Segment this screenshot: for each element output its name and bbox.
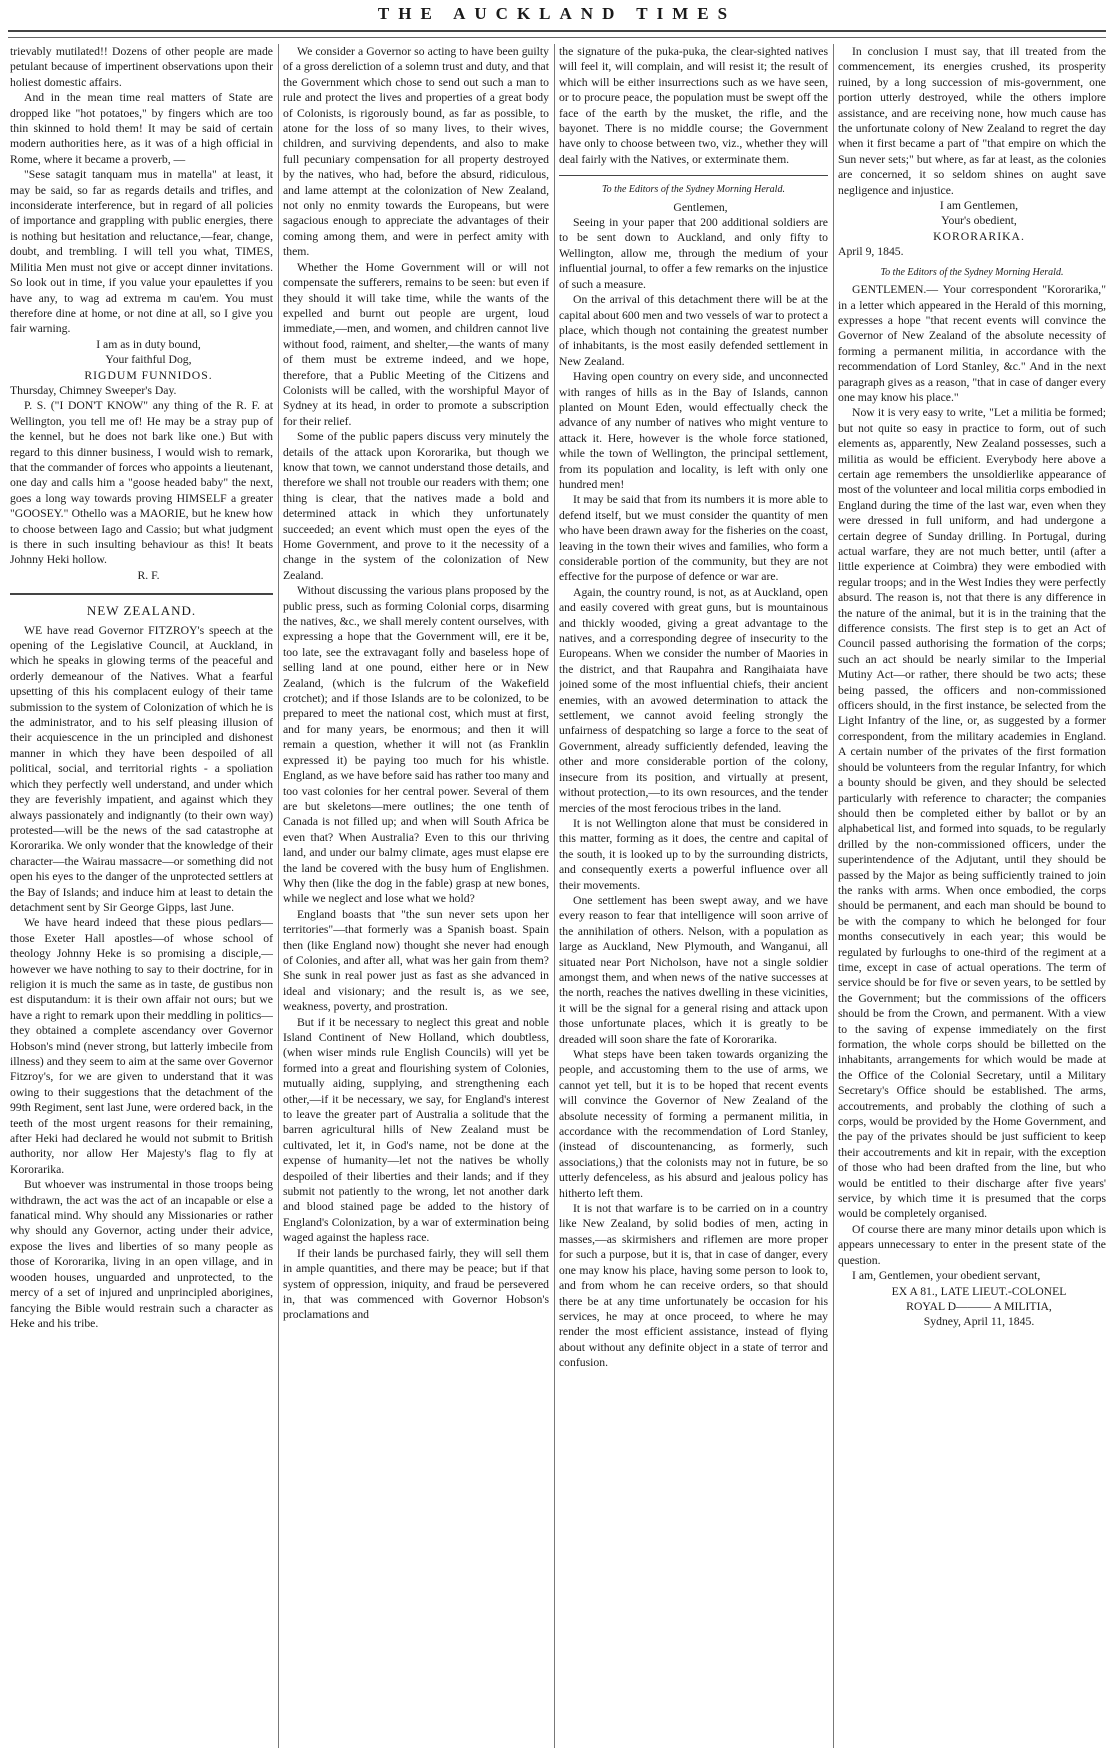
postscript: P. S. ("I DON'T KNOW" any thing of the R. F. at Wellington, you tell me of! He may be a stray pup of the kennel, but he does not bark like one.) But with regard to this dinner business, I would wish to remark, that the commander of forces who appoints a lieutenant, one day and calls him a "goose headed baby" the next, goes a long way towards proving HIMSELF a greater "GOOSEY." Othello was a MAORIE, but he knew how to choose between Iago and Cassio; but what judgment is there in such insulting behaviour as this! It beats Johnny Heki hollow.: [10, 399, 273, 567]
signature: ROYAL D——— A MILITIA,: [906, 1299, 1052, 1313]
paragraph: It is not that warfare is to be carried on in a country like New Zealand, by solid bodies of men, acting in masses,—as skirmishers and riflemen are more proper for such a purpose, but it is, that in case of danger, every one may know his place, having some person to look to, and from whom he can receive orders, so that should there be at any time unfortunately be occasion for his services, he may at once proceed, to where he may render the most efficient assistance, instead of flying about without any definite object in a state of terror and confusion.: [559, 1202, 828, 1370]
paragraph: In conclusion I must say, that ill treated from the commencement, its energies crushed, its prosperity ruined, by a long succession of mis-government, one portion utterly destroyed, while the others implore assistance, and are receiving none, how much cause has the unfortunate colony of New Zealand to regret the day when it first became a part of "that empire on which the Sun never sets;" but where, as far at least, as the colonies are concerned, it so seldom shines on aught save negligence and injustice.: [838, 45, 1106, 197]
paragraph: "Sese satagit tanquam mus in matella" at least, it may be said, so far as regards details and trifles, and inconsiderate interference, but in regard of all policies of importance and grappling with public energies, there is nothing but hesitation and reluctance,—fear, change, doubt, and trembling. I will tell you what, TIMES, Militia Men must not give or accept dinner invitations. So look out in time, if you value your epaulettes if you have any, to wag ad extrema m cau'em. You must therefore dine at home, or not dine at all, so I give you fair warning.: [10, 168, 273, 336]
paragraph: WE have read Governor FITZROY's speech at the opening of the Legislative Council, at Auckland, in which he speaks in glowing terms of the peaceful and orderly demeanour of the Natives. What a fearful upsetting of this his complacent eulogy of their tame submission to the system of Colonization of which he is the administrator, and to his self pleasing illusion of their acquiescence in the un principled and dishonest manner in which they have been despoiled of all political, social, and territorial rights - a spoliation which they perfectly well understand, and under which they are feverishly impatient, and against which they always passionately and indignantly (to their own way) protested—will be the news of the sad catastrophe at Kororarika. We only wonder that the knowledge of their character—the Wairau massacre—or something did not open his eyes to the danger of the unprotected settlers at the Bay of Islands; and induce him at least to detain the detachment sent by Sir George Gipps, last June.: [10, 623, 273, 914]
column-rule: [833, 44, 834, 1748]
paragraph: Without discussing the various plans proposed by the public press, such as forming Colonial corps, disarming the natives, &c., we shall merely content ourselves, with expressing a hope that the Government will, ere it be, too late, see the extravagant folly and baseless hope of selling land at one pound, either here or in New Zealand, (which is the fulcrum of the Wakefield crotchet); and if those Islands are to be colonized, to be prepared to meet the national cost, which must at first, and for many years, be enormous; and then it will remain a question, whether it will not (as Franklin expressed it) be paying too much for his whistle. England, as we have before said has rather too many and too vast colonies for her central power. Several of them are but skeletons—mere outlines; the one tenth of Canada is not filled up; and when will South Africa be even that? When Australia? Even to this our thriving land, and under our balmy climate, ages must elapse ere the land be covered with the busy hum of Englishmen. Why then (like the dog in the fable) grasp at new bones, while we neglect and lose what we hold?: [283, 584, 549, 906]
closing-line: Your's obedient,: [941, 214, 1017, 228]
column-4: [838, 44, 1106, 1748]
column-rule: [278, 44, 279, 1748]
section-heading: NEW ZEALAND.: [86, 603, 197, 619]
column-2: [283, 44, 549, 1748]
letter-heading: To the Editors of the Sydney Morning Herald.: [880, 266, 1064, 278]
signature: RIGDUM FUNNIDOS.: [84, 368, 213, 382]
section-divider: [559, 175, 828, 176]
paragraph: It is not Wellington alone that must be considered in this matter, forming as it does, the centre and capital of the south, it is looked up to by the surrounding districts, and consequently exerts a powerful influence over all their movements.: [559, 816, 828, 892]
paragraph: Having open country on every side, and unconnected with ranges of hills as in the Bay of Islands, cannon planted on Mount Eden, would effectually check the advance of any number of natives who might venture to attack it. Here, however is the whole force stationed, while the town of Wellington, the principal settlement, from its population and locality, is left with only one hundred men!: [559, 370, 828, 491]
paragraph: Some of the public papers discuss very minutely the details of the attack upon Kororarika, but though we know that town, we cannot understand those details, and therefore we shall not trouble our readers with them; one thing is clear, that the natives made a bold and determined attack in which they unfortunately succeeded; an event which must open the eyes of the Home Government, and prove to it the necessity of a change in the system of the colonization of New Zealand.: [283, 430, 549, 582]
paragraph: We have heard indeed that these pious pedlars—those Exeter Hall apostles—of whose school of theology Johnny Heke is so promising a disciple,—however we have nothing to say to their doctrine, for in religion it is much the same as in taste, de gustibus non est disputandum: it is their own affair not ours; but we have a right to remark upon their meddling in politics—they obtained a complete ascendancy over Governor Hobson's mind (never strong, but latterly imbecile from illness) and they seem to aim at the same over Governor Fitzroy's, for we are given to understand that it was owing to their suggestions that the detachment of the 99th Regiment, sent last June, were ordered back, in the teeth of the most urgent reasons for their remaining, after Heki had declared he would not submit to British authority, nor allow Her Majesty's flag to fly at Kororarika.: [10, 916, 273, 1176]
closing-line: Your faithful Dog,: [105, 353, 192, 367]
paragraph: We consider a Governor so acting to have been guilty of a gross dereliction of a solemn trust and duty, and that the Government which chose to send out such a man to rule and protect the lives and properties of a great body of Colonists, is rigorously bound, as far as possible, to atone for the loss of so many lives, to their wives, children, and surviving dependents, and also to make full pecuniary compensation for all property destroyed by the natives, who had, before the absurd, ridiculous, and lame attempt at the colonization of New Zealand, not only no enmity towards the Europeans, but were sagacious enough to appreciate the advantages of their coming among them, and were in perfect amity with them.: [283, 45, 549, 259]
closing-line: I am Gentlemen,: [939, 199, 1019, 213]
signature: EX A 81., LATE LIEUT.-COLONEL: [891, 1284, 1067, 1298]
closing-line: I am as in duty bound,: [96, 337, 201, 351]
newspaper-title: THE AUCKLAND TIMES: [377, 4, 737, 23]
paragraph: But if it be necessary to neglect this great and noble Island Continent of New Holland, which doubtless, (when wiser minds rule English Councils) will yet be formed into a great and flourishing system of Colonies, mutually aiding, supplying, and strengthening each other,—if it be necessary, we say, for England's interest to leave the greater part of Australia a solitude that the barren agricultural hills of New Zealand must be cultivated, let it, in God's name, not be done at the expense of humanity—let not the natives be wholly despoiled of their liberties and their lands; and if they submit not patiently to the wrong, let not another dark and blood stained page be added to the history of England's Colonization, by a war of extermination being waged against the hapless race.: [283, 1015, 549, 1245]
dateline: Thursday, Chimney Sweeper's Day.: [10, 383, 177, 397]
paragraph: Now it is very easy to write, "Let a militia be formed; but not quite so easy in practice to form, out of such elements as, apparently, New Zealand possesses, such a militia as would be efficient. Everybody here above a certain age remembers the unsoldierlike appearance of most of the volunteer and local militia corps embodied in England during the time of the last war, even when they were dressed in full uniform, and had undergone a certain degree of Sunday drilling. In Portugal, during actual warfare, they are not much better, until (after a little experience at Coimbra) they were embodied with regular troops; and in the West Indies they were perfectly absurd. The reason is, not that there is any difference in the nature of the animal, but it is in the training that the difference consists. The first step is to get an Act of Council passed authorising the formation of the corps; such an act should be nearly similar to the Imperial Mutiny Act—or rather, there should be two acts; these being passed, the officers and non-commissioned officers should, in the first instance, be selected from the Light Infantry of the line, or, as suggested by a former correspondent, from the military academies in England. A certain number of the privates of the first formation should be volunteers from the regular Infantry, for which a bounty should be given, and they should be selected particularly with reference to character; the companies should then be completed either by ballot or by an alphabetical list, and formed into squads, to be regularly drilled by the non-commissioned officers, under the superintendence of the Adjutant, until they should be passed by the Major as being sufficiently trained to join the ranks with arms. When once embodied, the corps should be permanent, and each man should be bound to be with the company to which he belonged for four months consecutively in each year; this would be regulated by furloughs to one-third of the regiment at a time, except in case of actual operations. The term of service should be for five or seven years, to be settled by the Government; but the commissions of the officers should be from the Crown, and permanent. With a view to the saving of expense immediately on the first formation, the whole corps should be billetted on the inhabitants, arrangements for which would be made at the Office of the Colonial Secretary, until a Military Secretary's Office should be established. The arms, accoutrements, and probably the clothing of such a corps, would be provided by the Home Government, and the pay of the privates should be just sufficient to keep their accoutrements and kit in repair, with the exception of those who had been drafted from the line, but who would be entitled to their discharge after five years' service, by which time it is presumed that the corps would be completely organised.: [838, 406, 1106, 1221]
masthead: [0, 0, 1114, 44]
paragraph: If their lands be purchased fairly, they will sell them in ample quantities, and there may be peace; but if that system of oppression, iniquity, and fraud be persevered in, that was commenced with Governor Hobson's proclamations and: [283, 1246, 549, 1322]
column-1: [10, 44, 273, 1748]
paragraph: trievably mutilated!! Dozens of other people are made petulant because of impertinent observations upon their holiest domestic affairs.: [10, 45, 273, 89]
paragraph: GENTLEMEN.— Your correspondent "Kororarika," in a letter which appeared in the Herald of this morning, expresses a hope "that recent events will convince the Governor of New Zealand of the absolute necessity of forming a permanent militia, in accordance with the recommendation of Lord Stanley, &c." And in the next paragraph gives as a reason, "that in case of danger every one may know his place.": [838, 283, 1106, 404]
paragraph: England boasts that "the sun never sets upon her territories"—that formerly was a Spanish boast. Spain then (like England now) thought she never had enough of Colonies, and after all, what was her gain from them? She sunk in real power just as fast as she advanced in ideal and visionary; and the result is, as we see, weakness, poverty, and prostration.: [283, 907, 549, 1014]
letter-heading: To the Editors of the Sydney Morning Herald.: [602, 184, 785, 196]
paragraph: And in the mean time real matters of State are dropped like "hot potatoes," by fingers which are too thin skinned to hold them! It may be said of certain modern authorities here, as it was of a high official in Rome, where it became a proverb, —: [10, 91, 273, 166]
paragraph: But whoever was instrumental in those troops being withdrawn, the act was the act of an incapable or else a fanatical mind. Why should any Missionaries or rather why should any Governor, acting under their advice, expose the lives and liberties of so many people as those of Kororarika, living in an open village, and in wooden houses, unguarded and unprotected, to the mercy of a set of injured and unprincipled aborigines, fancying the Bible would restrain such a character as Heke and his tribe.: [10, 1178, 273, 1330]
paragraph: the signature of the puka-puka, the clear-sighted natives will feel it, will complain, and will resist it; the result of which will be either insurrections such as we have seen, or to procure peace, the population must be swept off the face of the earth by the musket, the rifle, and the bayonet. There is no middle course; the Government have only to choose between two, viz., whether they will deal fairly with the Natives, or exterminate them.: [559, 45, 828, 166]
column-rule: [554, 44, 555, 1748]
paragraph: What steps have been taken towards organizing the people, and accustoming them to the use of arms, we cannot yet tell, but it is to be hoped that recent events will convince the Governor of New Zealand of the absolute necessity of forming a permanent militia, in accordance with the recommendation of Lord Stanley, (instead of discountenancing, as formerly, such associations,) that the colonists may not in future, be so utterly defenceless, as his absurd and jealous policy has hitherto left them.: [559, 1048, 828, 1200]
section-divider: [10, 593, 273, 595]
paragraph: One settlement has been swept away, and we have every reason to fear that intelligence will soon arrive of the annihilation of others. Nelson, with a population as large as Auckland, New Plymouth, and Wanganui, all situated near Port Nicholson, have not a single soldier amongst them, and when news of the native successes at the north, reaches the natives dwelling in these vicinities, it will be the signal for a general rising and attack upon those unfortunate places, which it is greatly to be dreaded will soon share the fate of Kororarika.: [559, 893, 828, 1046]
salutation: Gentlemen,: [673, 200, 728, 214]
paragraph: It may be said that from its numbers it is more able to defend itself, but we must consider the quantity of men who have been drawn away for the fisheries on the coast, leaving in the town their wives and families, who form a considerable portion of the community, but they are not effective for the purpose of defence or war are.: [559, 493, 828, 584]
paragraph: Seeing in your paper that 200 additional soldiers are to be sent down to Auckland, and only fifty to Wellington, allow me, through the medium of your influential journal, to offer a few remarks on the injustice of such a measure.: [559, 216, 828, 291]
paragraph: Of course there are many minor details upon which is appears unnecessary to enter in the present state of the question.: [838, 1222, 1106, 1267]
signature: KORORARIKA.: [933, 229, 1025, 243]
paragraph: I am, Gentlemen, your obedient servant,: [852, 1269, 1041, 1283]
letter-date: Sydney, April 11, 1845.: [923, 1315, 1035, 1329]
letter-date: April 9, 1845.: [838, 245, 904, 259]
paragraph: Whether the Home Government will or will not compensate the sufferers, remains to be seen: but even if they should it will take time, while the wants of the expelled and burnt out people are urgent, loud immediate,—men, and women, and children cannot live without food, raiment, and shelter,—the wants of many of them must be extreme indeed, and we hope, therefore, that a Public Meeting of the Citizens and Colonists will be called, with the worshipful Mayor of Sydney at its head, in order to promote a subscription for their relief.: [283, 260, 549, 428]
paragraph: On the arrival of this detachment there will be at the capital about 600 men and two vessels of war to protect a place, which though not containing the greatest number of inhabitants, is the most easily defended settlement in New Zealand.: [559, 293, 828, 368]
paragraph: Again, the country round, is not, as at Auckland, open and easily covered with great guns, but is mountainous and thickly wooded, giving a great advantage to the natives, and a corresponding degree of insecurity to the Europeans. When we consider the number of Maories in the district, and that Raupahra and Rangihaiata have joined some of the most influential chiefs, their ancient enemies, with an avowed determination to attack the settlement, we cannot avoid feeling strongly the unfairness of despatching so large a force to the seat of Government, already sufficiently defended, leaving the other and more considerable portion of the colony, insecure from its position, and virtually at present, without protection,—to its own resources, and the tender mercies of the most ferocious tribes in the land.: [559, 585, 828, 815]
postscript-initials: R. F.: [137, 568, 160, 582]
column-3: [559, 44, 828, 1748]
masthead-rule: [8, 30, 1106, 38]
